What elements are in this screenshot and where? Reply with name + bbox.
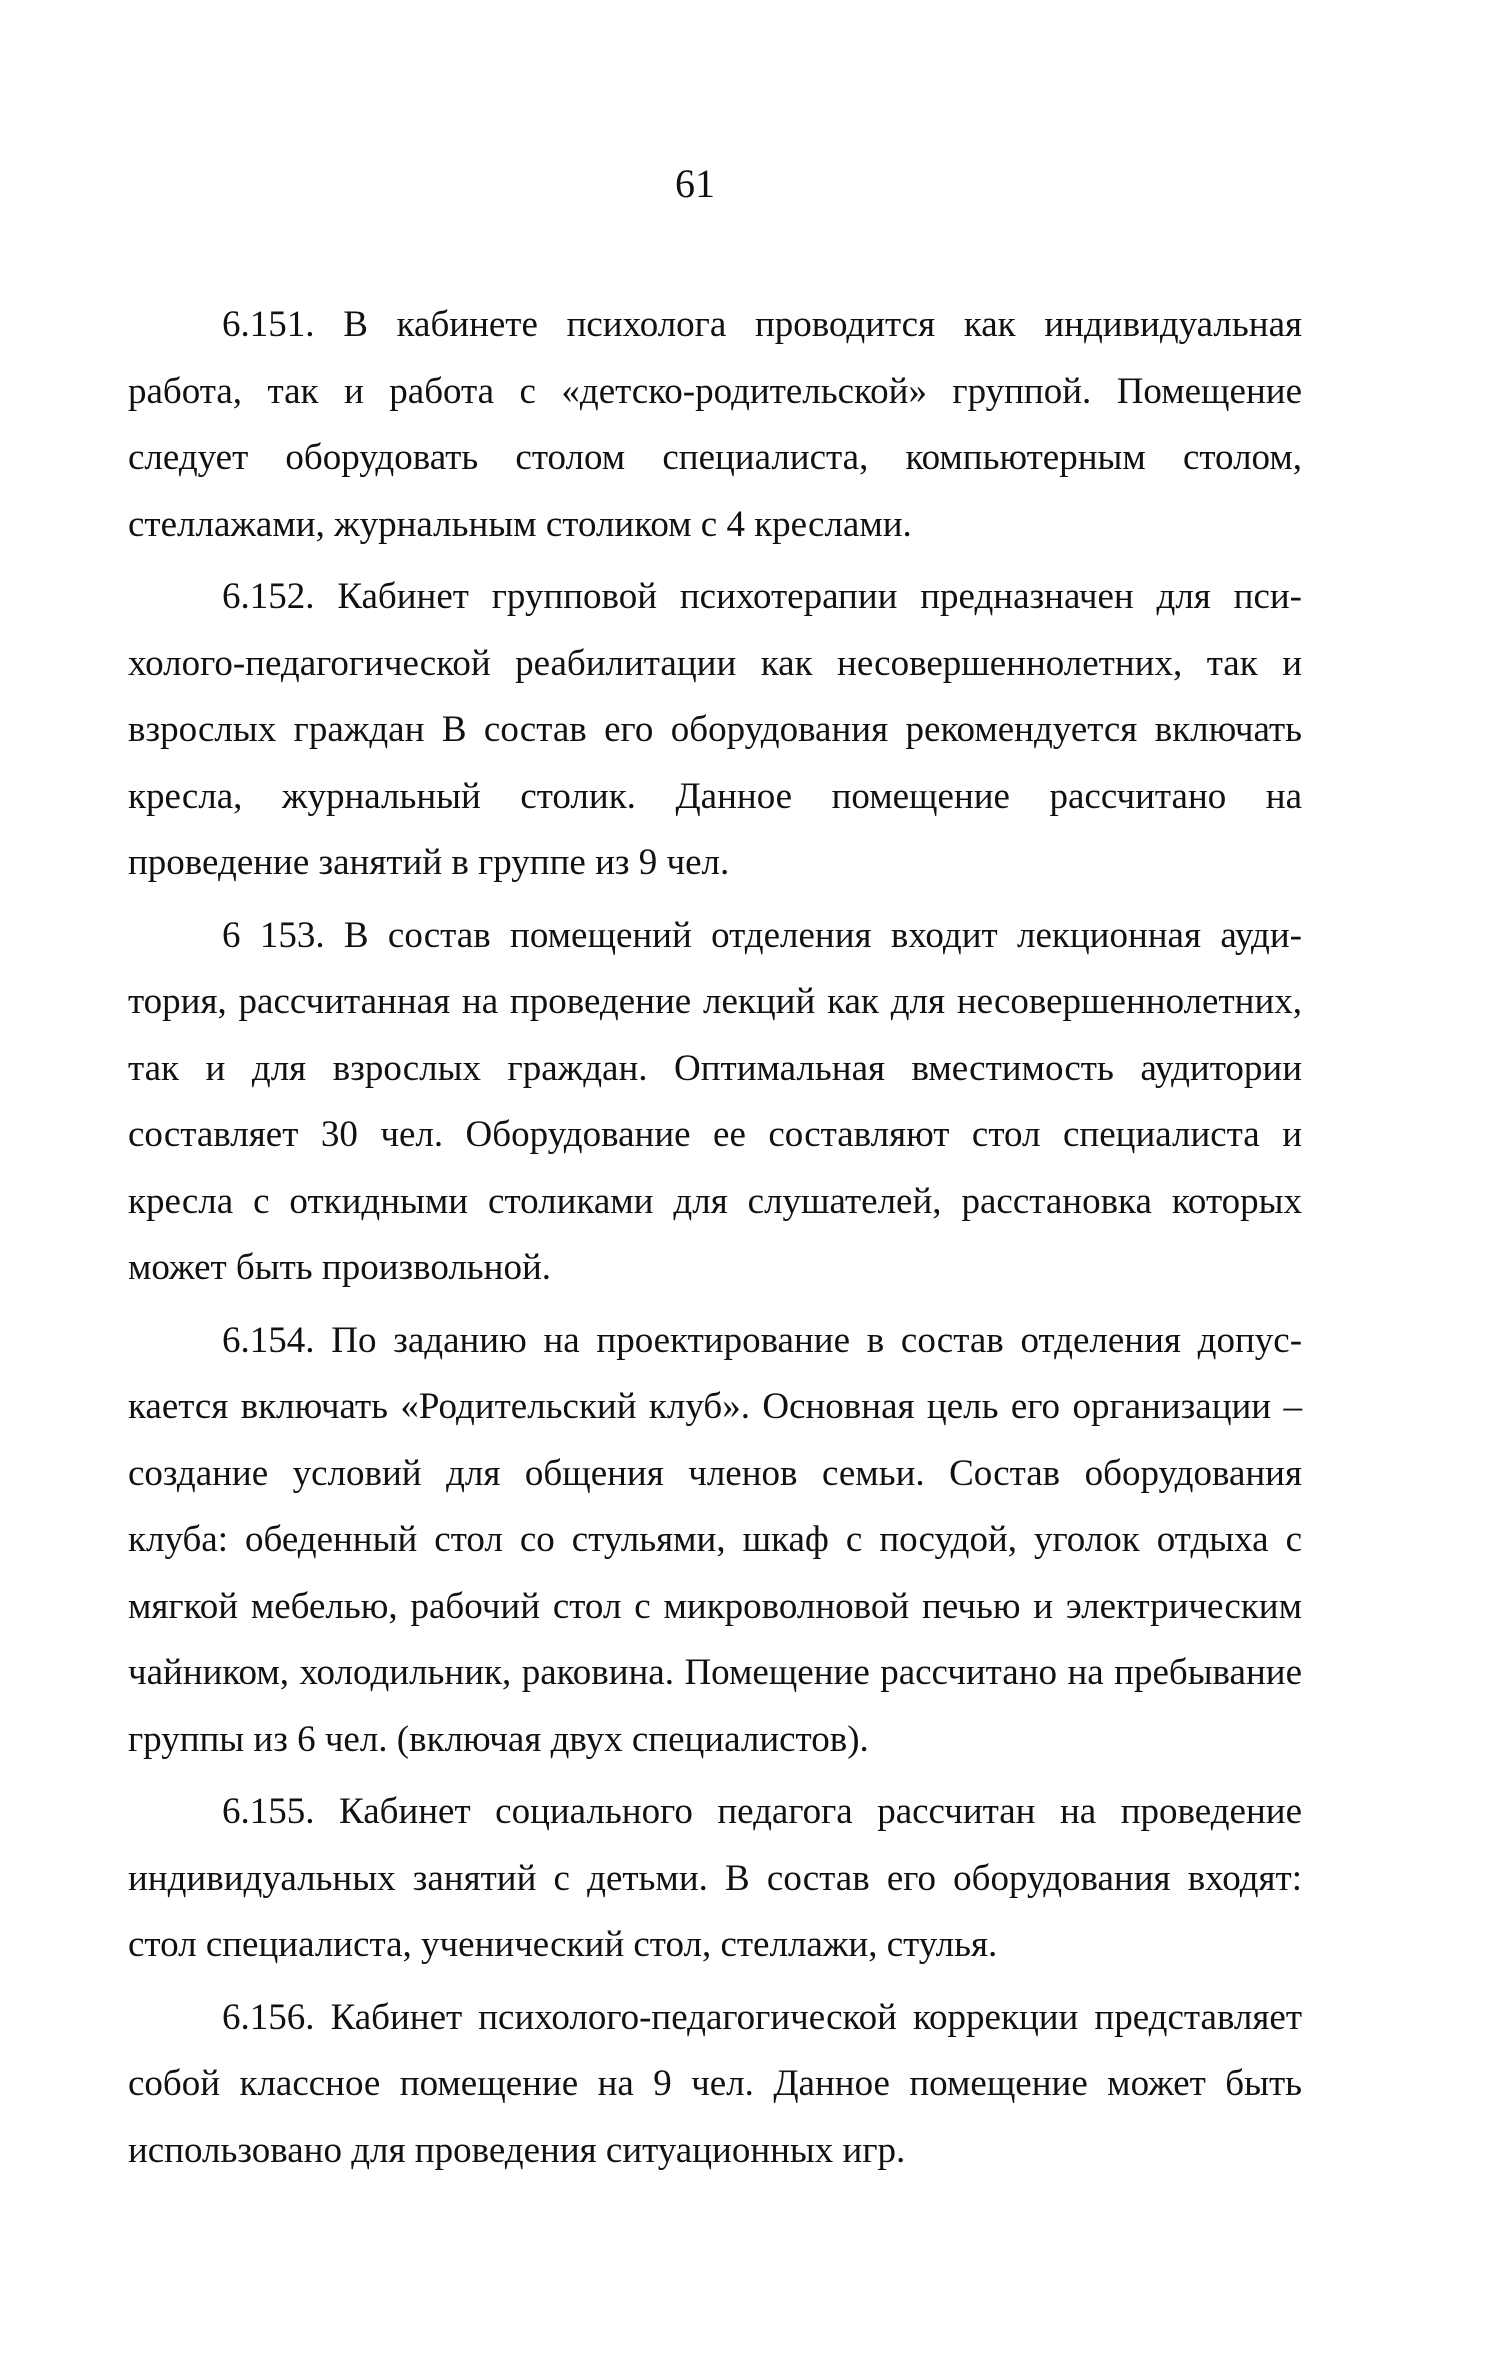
paragraph-number: 6 153. <box>222 914 325 956</box>
paragraph-text: Кабинет психолого-педагогической коррекции представляет собой классное помещение на 9 чел. Данное помещение может быть использовано для проведения ситуационных игр. <box>128 1996 1303 2171</box>
paragraph-number: 6.155. <box>222 1791 315 1832</box>
paragraph-6-154 <box>128 1308 1302 1774</box>
paragraph-number: 6.151. <box>222 304 315 345</box>
page-number: 61 <box>675 161 715 206</box>
paragraph-6-156 <box>128 1985 1302 2185</box>
paragraph-text: В кабинете психолога проводится как индивидуальная работа, так и работа с «детско-родительской» группой. Помещение следует оборудовать столом специалиста, компьютерным столом, стеллажами, журнальным столиком с 4 креслами. <box>128 304 1303 545</box>
paragraph-6-155 <box>128 1779 1302 1979</box>
paragraph-number: 6.154. <box>222 1319 315 1361</box>
paragraph-6-153 <box>128 903 1302 1302</box>
body-text <box>128 292 1302 2184</box>
paragraph-number: 6.156. <box>222 1996 315 2038</box>
paragraph-text: В состав помещений отделения входит лекционная аудитория, рассчитанная на проведение лекций как для несовершеннолетних, так и для взрослых граждан. Оптимальная вместимость аудитории составляет 30 чел. Оборудование ее составляют стол специалиста и кресла с откидными столиками для слушателей, расстановка которых может быть произвольной. <box>128 914 1302 1288</box>
paragraph-6-151 <box>128 292 1302 558</box>
paragraph-6-152 <box>128 564 1302 897</box>
paragraph-text: Кабинет социального педагога рассчитан на проведение индивидуальных занятий с детьми. В состав его оборудования входят: стол специалиста, ученический стол, стеллажи, стулья. <box>128 1791 1302 1965</box>
paragraph-text: Кабинет групповой психотерапии предназначен для психолого-педагогической реабилитации как несовершеннолетних, так и взрослых граждан В состав его оборудования рекомендуется включать кресла, журнальный столик. Данное помещение рассчитано на проведение занятий в группе из 9 чел. <box>128 576 1302 883</box>
paragraph-text: По заданию на проектирование в состав отделения допускается включать «Родительский клуб». Основная цель его организации – создание условий для общения членов семьи. Состав оборудования клуба: обеденный стол со стульями, шкаф с посудой, уголок отдыха с мягкой мебелью, рабочий стол с микроволновой печью и электрическим чайником, холодильник, раковина. Помещение рассчитано на пребывание группы из 6 чел. (включая двух специалистов). <box>128 1319 1303 1760</box>
paragraph-number: 6.152. <box>222 576 315 617</box>
